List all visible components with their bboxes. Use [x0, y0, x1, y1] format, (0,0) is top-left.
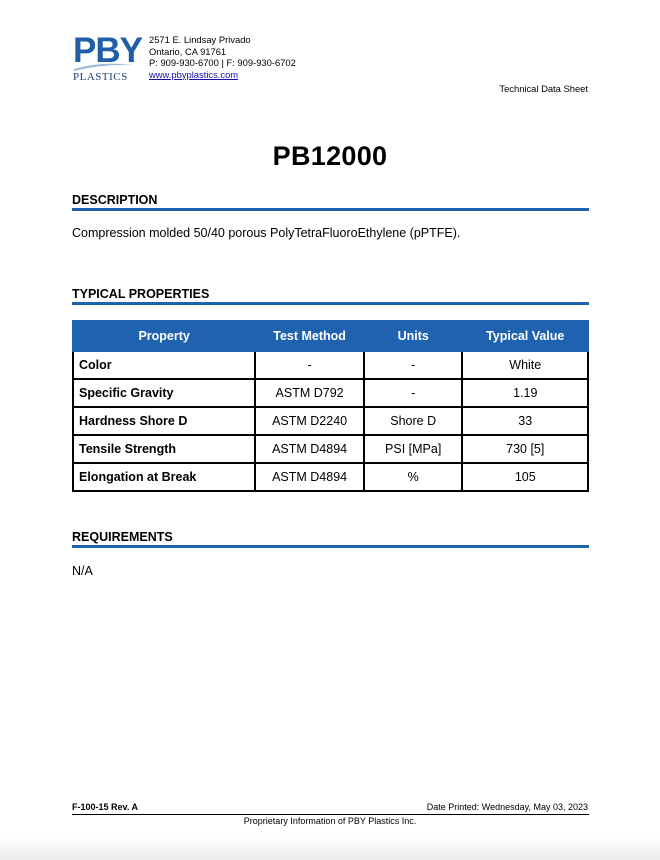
logo-wordmark: PBY: [73, 31, 142, 70]
table-header-row: [73, 321, 588, 351]
test-method: ASTM D2240: [255, 407, 364, 435]
requirements-heading: REQUIREMENTS: [72, 530, 173, 544]
property-name: Hardness Shore D: [73, 407, 255, 435]
units: -: [364, 351, 463, 379]
footer-rule: [72, 814, 589, 815]
table-row: [73, 435, 588, 463]
date-printed: Date Printed: Wednesday, May 03, 2023: [426, 802, 588, 812]
page-bottom-shadow: [0, 838, 660, 860]
typical-value: 105: [462, 463, 588, 491]
description-heading: DESCRIPTION: [72, 193, 158, 207]
properties-rule: [72, 302, 589, 305]
company-logo: [72, 31, 142, 83]
property-name: Color: [73, 351, 255, 379]
units: %: [364, 463, 463, 491]
properties-table: [72, 320, 589, 492]
units: PSI [MPa]: [364, 435, 463, 463]
requirements-text: N/A: [72, 564, 93, 578]
address-line-street: 2571 E. Lindsay Privado: [149, 34, 251, 45]
test-method: -: [255, 351, 364, 379]
column-header-test-method: Test Method: [255, 321, 364, 351]
typical-value: 730 [5]: [462, 435, 588, 463]
property-name: Elongation at Break: [73, 463, 255, 491]
test-method: ASTM D4894: [255, 435, 364, 463]
typical-value: 33: [462, 407, 588, 435]
test-method: ASTM D4894: [255, 463, 364, 491]
logo-subtitle: PLASTICS: [73, 71, 128, 83]
website-link[interactable]: www.pbyplastics.com: [149, 68, 239, 80]
company-address: [149, 34, 296, 80]
table-row: [73, 463, 588, 491]
description-rule: [72, 208, 589, 211]
requirements-rule: [72, 545, 589, 548]
table-row: [73, 407, 588, 435]
product-title: PB12000: [272, 141, 388, 171]
form-number: F-100-15 Rev. A: [72, 802, 139, 812]
table-row: [73, 379, 588, 407]
property-name: Specific Gravity: [73, 379, 255, 407]
typical-value: White: [462, 351, 588, 379]
proprietary-notice: Proprietary Information of PBY Plastics Inc.: [243, 816, 417, 826]
address-line-city: Ontario, CA 91761: [149, 45, 227, 57]
column-header-property: Property: [73, 321, 255, 351]
test-method: ASTM D792: [255, 379, 364, 407]
document-type: Technical Data Sheet: [499, 83, 588, 94]
table-row: [73, 351, 588, 379]
column-header-units: Units: [364, 321, 463, 351]
units: -: [364, 379, 463, 407]
units: Shore D: [364, 407, 463, 435]
description-text: Compression molded 50/40 porous PolyTetraFluoroEthylene (pPTFE).: [72, 226, 461, 240]
column-header-typical-value: Typical Value: [462, 321, 588, 351]
typical-value: 1.19: [462, 379, 588, 407]
property-name: Tensile Strength: [73, 435, 255, 463]
properties-heading: TYPICAL PROPERTIES: [72, 287, 210, 301]
address-line-phone: P: 909-930-6700 | F: 909-930-6702: [149, 57, 296, 68]
